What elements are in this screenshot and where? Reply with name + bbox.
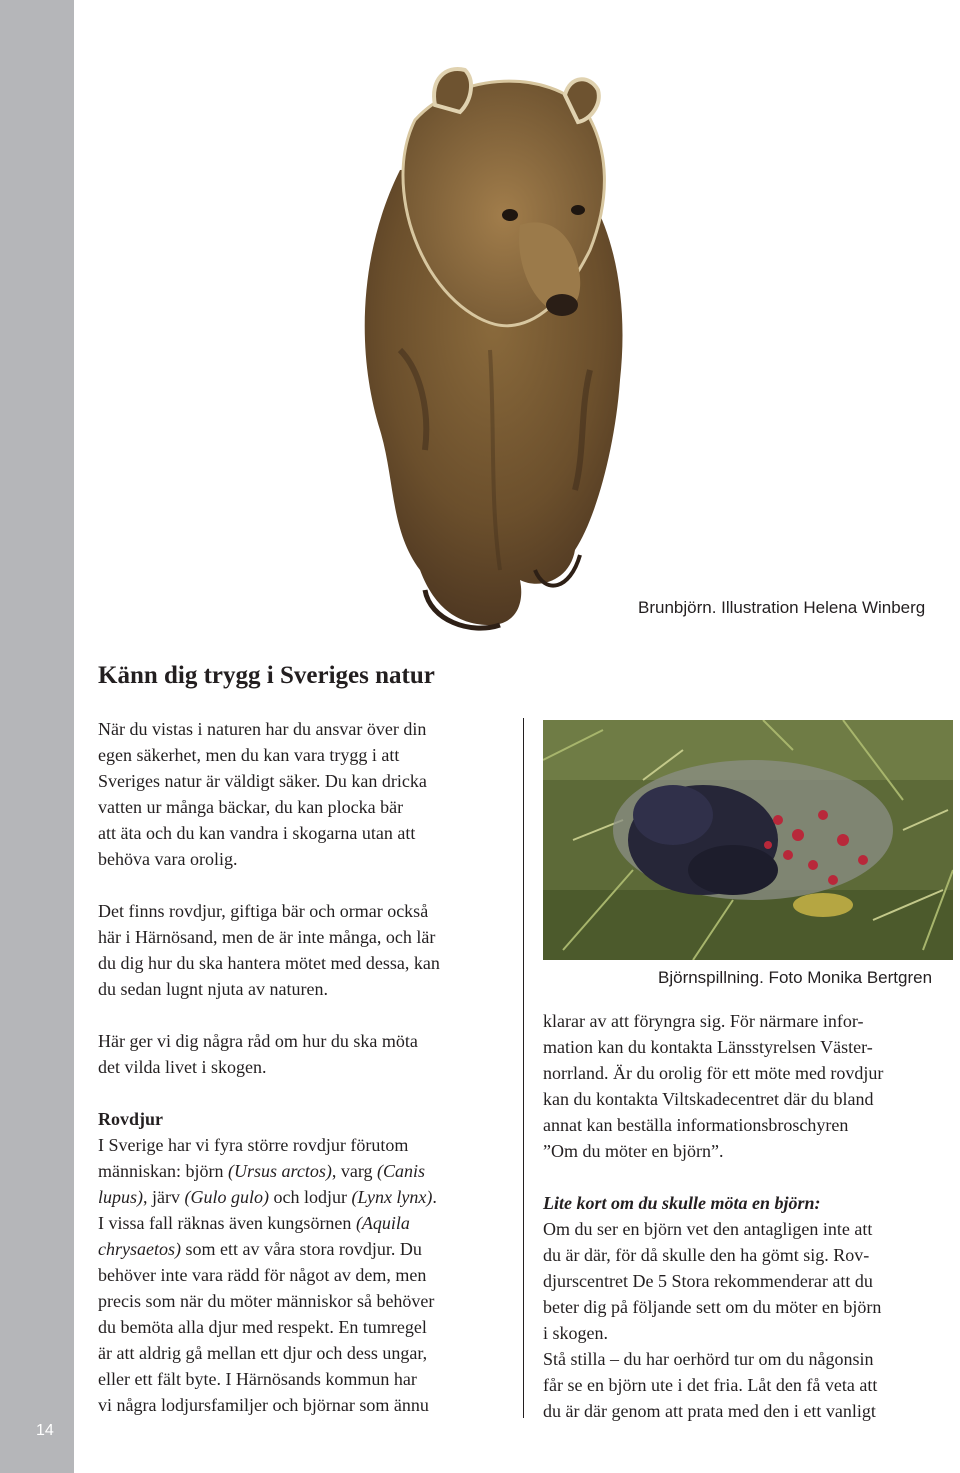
text-line: annat kan beställa informationsbroschyren <box>543 1115 849 1135</box>
text-line: I vissa fall räknas även kungsörnen (Aquila <box>98 1213 410 1233</box>
bear-scat-photo <box>543 720 953 960</box>
text-line: du är där, för då skulle den ha gömt sig. Rov- <box>543 1245 870 1265</box>
text-line: Om du ser en björn vet den antagligen inte att <box>543 1219 873 1239</box>
brown-bear-illustration <box>340 50 640 640</box>
text-line: människan: björn (Ursus arctos), varg (Canis <box>98 1161 426 1181</box>
text-line: norrland. Är du orolig för ett möte med rovdjur <box>543 1063 884 1083</box>
text-line: kan du kontakta Viltskadecentret där du bland <box>543 1089 874 1109</box>
section-title-rovdjur: Rovdjur <box>98 1109 164 1129</box>
dangers-paragraph <box>98 898 518 1002</box>
text-line: lupus), järv (Gulo gulo) och lodjur (Lynx lynx). <box>98 1187 437 1207</box>
text-line: Här ger vi dig några råd om hur du ska möta <box>98 1031 418 1051</box>
text-line: klarar av att föryngra sig. För närmare infor- <box>543 1011 864 1031</box>
text-line: Stå stilla – du har oerhörd tur om du någonsin <box>543 1349 874 1369</box>
text-line: I Sverige har vi fyra större rovdjur förutom <box>98 1135 409 1155</box>
bear-advice-section <box>543 1190 948 1424</box>
text-line: du dig hur du ska hantera mötet med dessa, kan <box>98 953 440 973</box>
scat-photo-caption: Björnspillning. Foto Monika Bertgren <box>658 968 933 987</box>
text-line: beter dig på följande sett om du möter en björn <box>543 1297 882 1317</box>
text-line: vi några lodjursfamiljer och björnar som ännu <box>98 1395 429 1415</box>
text-line: mation kan du kontakta Länsstyrelsen Väster- <box>543 1037 873 1057</box>
text-line: Det finns rovdjur, giftiga bär och ormar också <box>98 901 429 921</box>
text-line: du är där genom att prata med den i ett vanligt <box>543 1401 876 1421</box>
text-line: det vilda livet i skogen. <box>98 1057 267 1077</box>
contact-paragraph <box>543 1008 948 1164</box>
text-line: behöva vara orolig. <box>98 849 238 869</box>
text-line: När du vistas i naturen har du ansvar över din <box>98 719 427 739</box>
section-title-bear-advice: Lite kort om du skulle möta en björn: <box>543 1193 821 1213</box>
right-column <box>543 1008 948 1424</box>
page-heading: Känn dig trygg i Sveriges natur <box>98 662 435 689</box>
page-number: 14 <box>36 1422 54 1439</box>
column-divider <box>523 718 524 1418</box>
text-line: ”Om du möter en björn”. <box>543 1141 724 1161</box>
text-line: att äta och du kan vandra i skogarna utan att <box>98 823 416 843</box>
text-line: här i Härnösand, men de är inte många, och lär <box>98 927 436 947</box>
text-line: du bemöta alla djur med respekt. En tumregel <box>98 1317 427 1337</box>
text-line: precis som när du möter människor så behöver <box>98 1291 435 1311</box>
left-column <box>98 716 518 1418</box>
text-line: är att aldrig gå mellan ett djur och dess ungar, <box>98 1343 428 1363</box>
text-line: Sveriges natur är väldigt säker. Du kan dricka <box>98 771 427 791</box>
intro-paragraph <box>98 716 518 872</box>
text-line: chrysaetos) som ett av våra stora rovdjur. Du <box>98 1239 422 1259</box>
advice-paragraph <box>98 1028 518 1080</box>
text-line: eller ett fält byte. I Härnösands kommun har <box>98 1369 417 1389</box>
text-line: vatten ur många bäckar, du kan plocka bär <box>98 797 404 817</box>
text-line: får se en björn ute i det fria. Låt den få veta att <box>543 1375 878 1395</box>
rovdjur-section <box>98 1106 518 1418</box>
text-line: behöver inte vara rädd för något av dem, men <box>98 1265 427 1285</box>
page-side-bar <box>0 0 74 1473</box>
text-line: djurscentret De 5 Stora rekommenderar att du <box>543 1271 873 1291</box>
text-line: du sedan lugnt njuta av naturen. <box>98 979 328 999</box>
text-line: egen säkerhet, men du kan vara trygg i att <box>98 745 400 765</box>
text-line: i skogen. <box>543 1323 608 1343</box>
bear-illustration-caption: Brunbjörn. Illustration Helena Winberg <box>638 598 926 617</box>
